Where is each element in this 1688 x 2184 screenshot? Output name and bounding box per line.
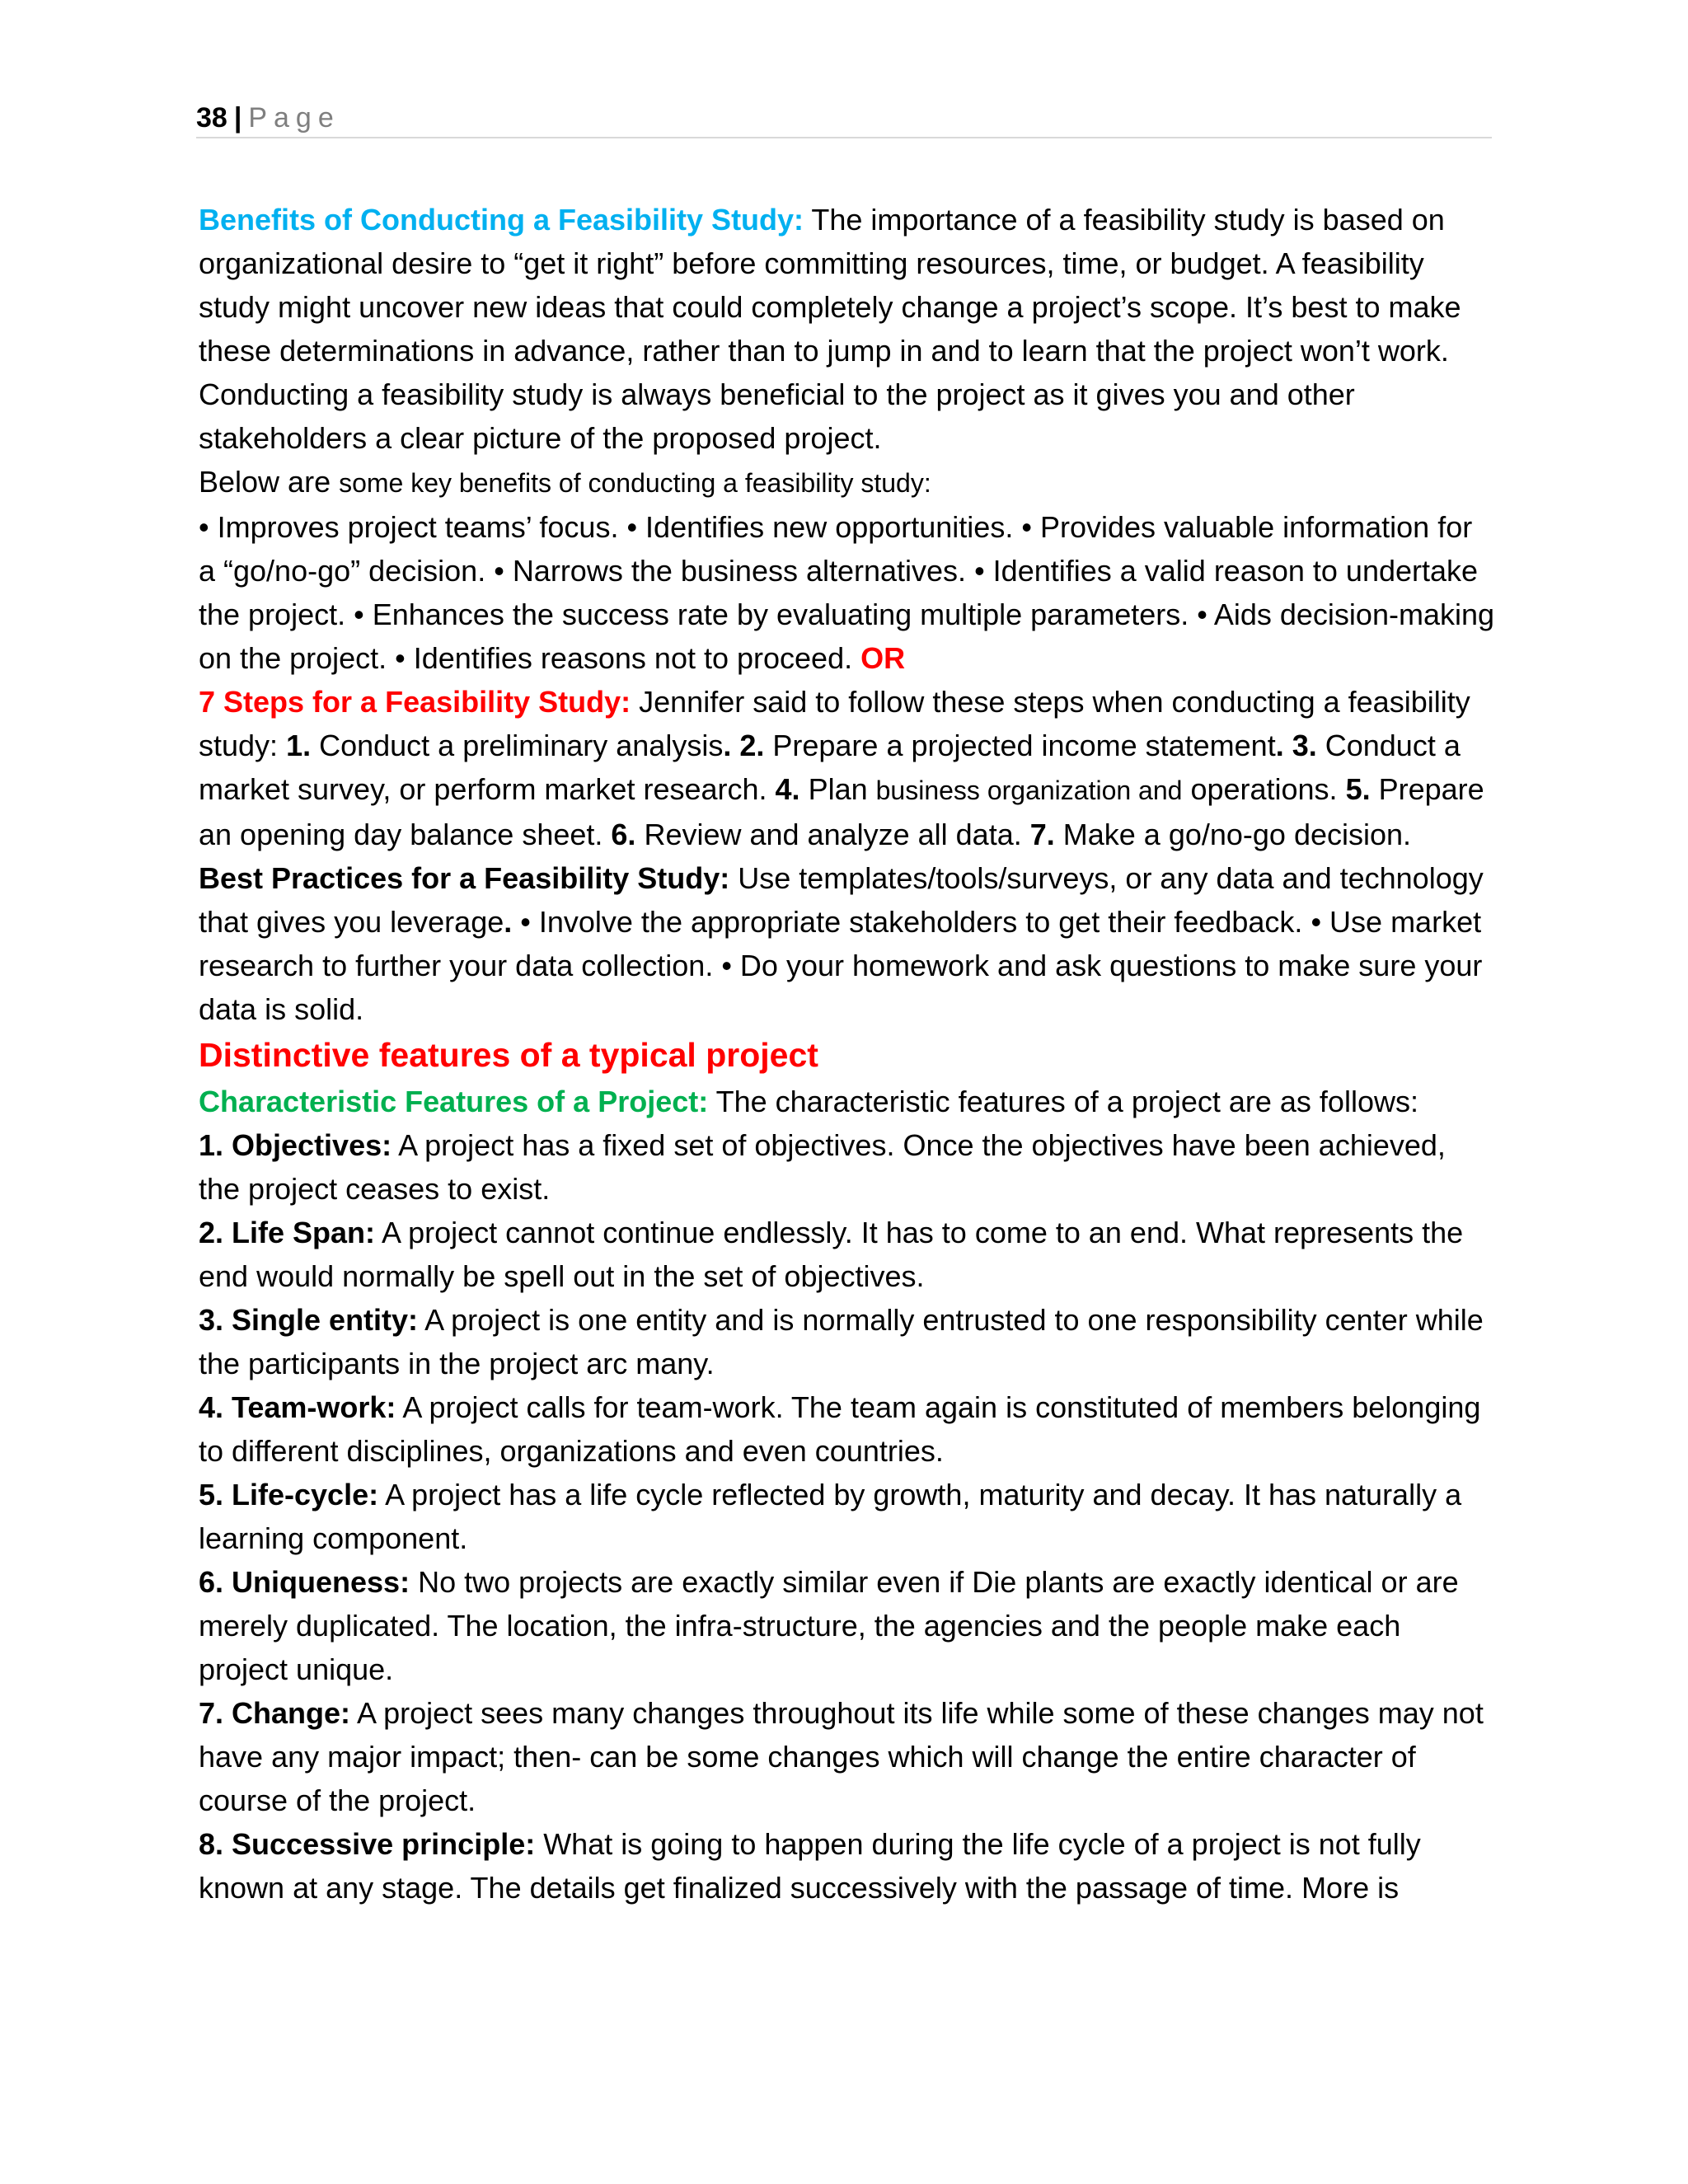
feature-item (199, 1211, 1494, 1298)
benefits-intro (199, 460, 1494, 505)
benefits-list (199, 505, 1494, 680)
best-practices-dot: . (504, 905, 513, 939)
benefits-heading: Benefits of Conducting a Feasibility Study: (199, 203, 804, 237)
best-practices-heading: Best Practices for a Feasibility Study: (199, 861, 730, 895)
or-label: OR (860, 641, 906, 675)
feature-label: 1. Objectives: (199, 1128, 392, 1162)
feature-item (199, 1123, 1494, 1211)
feature-item (199, 1298, 1494, 1385)
feature-label: 8. Successive principle: (199, 1827, 536, 1861)
step-text-2: Prepare a projected income statement (764, 729, 1276, 762)
header-separator: | (233, 102, 242, 134)
page-header (196, 97, 1492, 138)
benefits-intro-b: some key benefits of conducting a feasibility study: (339, 468, 931, 498)
benefits-body: The importance of a feasibility study is based on organizational desire to “get it right” before committing resources, time, or budget. A feasibility study might uncover new ideas that could completely change a project’s scope. It’s best to make these determinations in advance, rather than to jump in and to learn that the project won’t work. Conducting a feasibility study is always beneficial to the project as it gives you and other stakeholders a clear picture of the proposed project. (199, 203, 1461, 455)
feature-item (199, 1560, 1494, 1691)
step-number-6: 6. (611, 818, 636, 851)
section-title: Distinctive features of a typical project (199, 1036, 818, 1074)
step-text-4a: Plan (799, 772, 876, 806)
feature-text: No two projects are exactly similar even if Die plants are exactly identical or are merely duplicated. The location, the infra-structure, the agencies and the people make each project unique. (199, 1565, 1459, 1686)
feature-text: A project has a fixed set of objectives. Once the objectives have been achieved, the project ceases to exist. (199, 1128, 1446, 1206)
feature-item (199, 1822, 1494, 1910)
step-number-7: 7. (1029, 818, 1055, 851)
feature-label: 4. Team-work: (199, 1390, 396, 1424)
feature-text: What is going to happen during the life cycle of a project is not fully known at any stage. The details get finalized successively with the passage of time. More is (199, 1827, 1421, 1905)
step-number-1: 1. (286, 729, 312, 762)
feature-label: 7. Change: (199, 1696, 351, 1730)
page-number: 38 (196, 102, 227, 134)
step-number-2: . 2. (723, 729, 765, 762)
best-practices-body-b: • Involve the appropriate stakeholders to get their feedback. • Use market research to further your data collection. • Do your homework and ask questions to make sure your data is solid. (199, 905, 1483, 1026)
feature-text: A project is one entity and is normally entrusted to one responsibility center while the participants in the project arc many. (199, 1303, 1484, 1380)
feature-text: A project cannot continue endlessly. It has to come to an end. What represents the end would normally be spell out in the set of objectives. (199, 1216, 1464, 1293)
feature-label: 2. Life Span: (199, 1216, 376, 1249)
benefits-list-text: • Improves project teams’ focus. • Identifies new opportunities. • Provides valuable information for a “go/no-go” decision. • Narrows the business alternatives. • Identifies a valid reason to undertake the project. • Enhances the success rate by evaluating multiple parameters. • Aids decision-making on the project. • Identifies reasons not to proceed. (199, 510, 1495, 675)
document-body (199, 198, 1494, 1910)
steps-heading: 7 Steps for a Feasibility Study: (199, 685, 631, 719)
step-number-5: 5. (1345, 772, 1371, 806)
feature-text: A project sees many changes throughout its life while some of these changes may not have any major impact; then- can be some changes which will change the entire character of course of the project. (199, 1696, 1484, 1817)
benefits-intro-a: Below are (199, 465, 340, 499)
step-text-7: Make a go/no-go decision. (1054, 818, 1412, 851)
steps-intro: Jennifer said to follow these steps when conducting a feasibility study: (199, 685, 1470, 762)
feature-item (199, 1691, 1494, 1822)
step-text-4b: business organization and (875, 776, 1183, 805)
feature-item (199, 1473, 1494, 1560)
characteristics-intro (199, 1080, 1494, 1123)
best-practices-body-a: Use templates/tools/surveys, or any data and technology that gives you leverage (199, 861, 1484, 939)
feature-item (199, 1385, 1494, 1473)
feature-text: A project calls for team-work. The team again is constituted of members belonging to different disciplines, organizations and even countries. (199, 1390, 1481, 1468)
characteristics-intro-text: The characteristic features of a project are as follows: (708, 1085, 1418, 1118)
feature-label: 5. Life-cycle: (199, 1478, 379, 1511)
feature-label: 6. Uniqueness: (199, 1565, 410, 1599)
feature-label: 3. Single entity: (199, 1303, 419, 1337)
steps-paragraph (199, 680, 1494, 856)
best-practices-paragraph (199, 856, 1494, 1031)
step-number-3: . 3. (1275, 729, 1317, 762)
step-text-3: Conduct a market survey, or perform market research. (199, 729, 1461, 806)
characteristics-heading: Characteristic Features of a Project: (199, 1085, 709, 1118)
step-text-5: Prepare an opening day balance sheet. (199, 772, 1484, 851)
benefits-paragraph (199, 198, 1494, 460)
feature-text: A project has a life cycle reflected by growth, maturity and decay. It has naturally a learning component. (199, 1478, 1462, 1555)
page-label: Page (248, 102, 340, 134)
step-text-6: Review and analyze all data. (635, 818, 1030, 851)
step-text-4c: operations. (1182, 772, 1346, 806)
step-text-1: Conduct a preliminary analysis (311, 729, 724, 762)
step-number-4: 4. (775, 772, 800, 806)
